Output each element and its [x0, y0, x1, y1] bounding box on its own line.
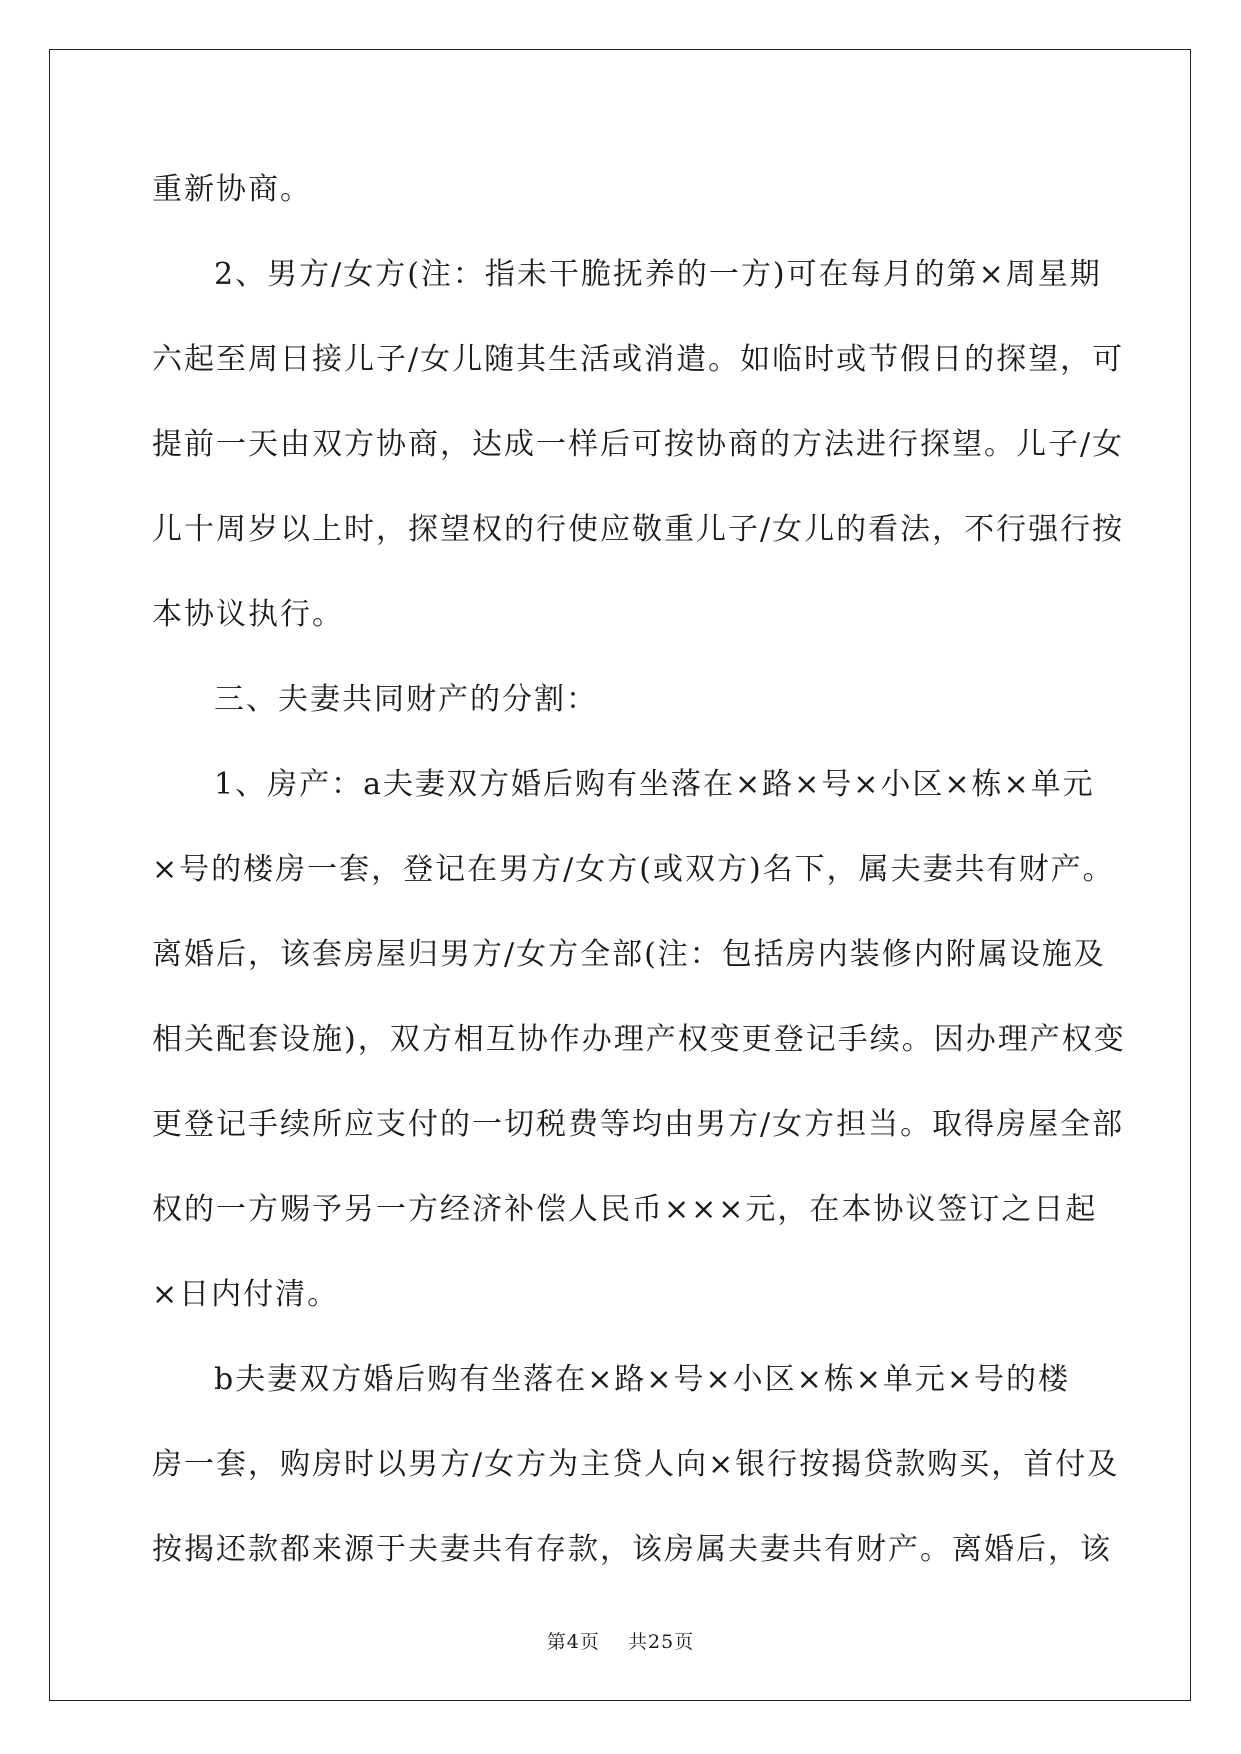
document-body	[152, 160, 1126, 1605]
text-line: 房一套，购房时以男方/女方为主贷人向×银行按揭贷款购买，首付及	[152, 1447, 1120, 1482]
text-line: 提前一天由双方协商，达成一样后可按协商的方法进行探望。儿子/女	[152, 427, 1125, 462]
text-line: 离婚后，该套房屋归男方/女方全部(注：包括房内装修内附属设施及	[152, 937, 1106, 972]
section-heading: 三、夫妻共同财产的分割：	[214, 682, 598, 717]
page-footer	[0, 1627, 1241, 1654]
page-number: 第4页	[546, 1631, 600, 1653]
text-line: 儿十周岁以上时，探望权的行使应敬重儿子/女儿的看法，不行强行按	[152, 512, 1125, 547]
text-line: 按揭还款都来源于夫妻共有存款，该房属夫妻共有财产。离婚后，该	[152, 1532, 1112, 1567]
text-line: 本协议执行。	[152, 597, 344, 632]
text-line: 1、房产：a夫妻双方婚后购有坐落在×路×号×小区×栋×单元	[214, 767, 1095, 802]
page-total: 共25页	[628, 1631, 695, 1653]
text-line: 重新协商。	[152, 172, 312, 207]
text-line: 2、男方/女方(注：指未干脆抚养的一方)可在每月的第×周星期	[214, 257, 1102, 292]
text-line: 权的一方赐予另一方经济补偿人民币×××元，在本协议签订之日起	[152, 1192, 1098, 1227]
text-line: ×日内付清。	[152, 1277, 340, 1312]
text-line: b夫妻双方婚后购有坐落在×路×号×小区×栋×单元×号的楼	[214, 1362, 1071, 1397]
text-line: 六起至周日接儿子/女儿随其生活或消遣。如临时或节假日的探望，可	[152, 342, 1125, 377]
text-line: 更登记手续所应支付的一切税费等均由男方/女方担当。取得房屋全部	[152, 1107, 1125, 1142]
text-line: ×号的楼房一套，登记在男方/女方(或双方)名下，属夫妻共有财产。	[152, 852, 1115, 887]
text-line: 相关配套设施)，双方相互协作办理产权变更登记手续。因办理产权变	[152, 1022, 1126, 1057]
